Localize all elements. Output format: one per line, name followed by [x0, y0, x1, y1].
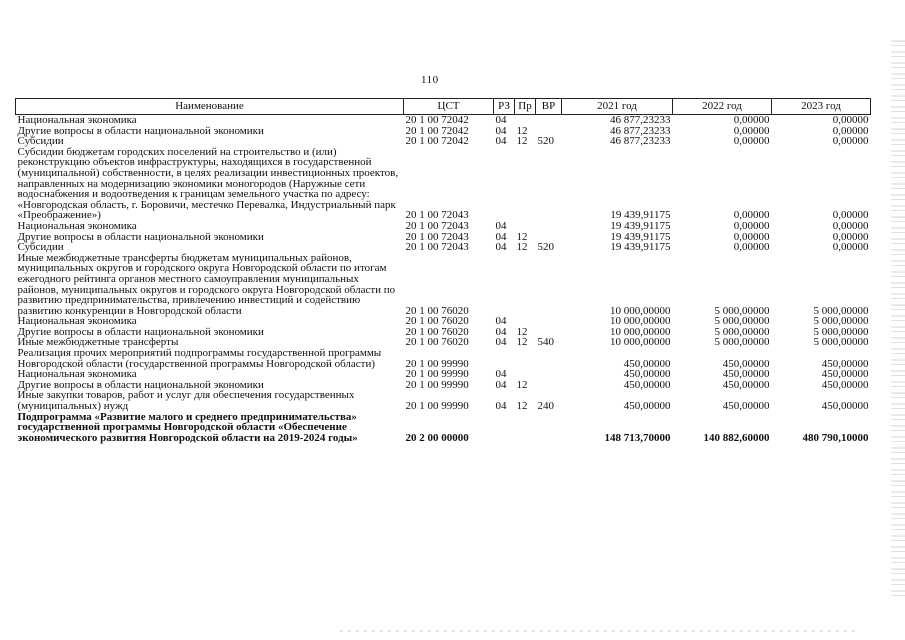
cell-rz: 04 — [495, 241, 507, 254]
cell-name: Другие вопросы в области национальной экономики — [17, 325, 264, 338]
cell-2023: 5 000,00000 — [813, 325, 869, 338]
cell-rz: 04 — [495, 336, 507, 349]
cell-2023: 0,00000 — [832, 124, 869, 137]
cell-2021: 46 877,23233 — [610, 114, 671, 126]
cell-name: Субсидии бюджетам городских поселений на строительство и (или) реконструкцию объектов инфраструктуры, находящихся в государственной (муниципальной) собственности, в целях реализации инвестиционных проектов, направленных на модернизацию экономики моногородов (Наружные сети водоснабжения и водоотведения к границам земельного участка по адресу: «Новгородская область, г. Боровичи, местечко Перевалка, Индустриальный парк «Преображение») — [17, 145, 399, 222]
cell-vr — [536, 115, 562, 126]
cell-2022: 0,00000 — [733, 209, 770, 222]
cell-2022: 5 000,00000 — [714, 315, 770, 328]
cell-rz: 04 — [495, 315, 507, 328]
cell-2021: 19 439,91175 — [610, 241, 671, 254]
cell-pr — [515, 412, 536, 444]
cell-vr — [536, 221, 562, 232]
cell-2023: 0,00000 — [832, 135, 869, 148]
cell-rz: 04 — [495, 400, 507, 413]
cell-vr — [536, 348, 562, 369]
cell-2023: 0,00000 — [832, 114, 869, 126]
cell-name: Другие вопросы в области национальной экономики — [17, 230, 264, 243]
cell-rz — [494, 253, 515, 317]
header-vr: ВР — [536, 99, 562, 115]
cell-2021: 450,00000 — [623, 368, 671, 381]
cell-2021: 19 439,91175 — [610, 230, 671, 243]
cell-cst: 20 1 00 99990 — [405, 357, 469, 370]
table-row — [16, 147, 871, 221]
cell-name: Национальная экономика — [17, 114, 137, 126]
cell-vr: 540 — [537, 336, 554, 349]
cell-2022: 0,00000 — [733, 230, 770, 243]
cell-rz: 04 — [495, 368, 507, 381]
header-cst: ЦСТ — [404, 99, 494, 115]
cell-cst: 20 1 00 99990 — [405, 368, 469, 381]
header-2023: 2023 год — [772, 99, 871, 115]
cell-cst: 20 1 00 76020 — [405, 304, 469, 317]
cell-2022: 5 000,00000 — [714, 336, 770, 349]
cell-rz: 04 — [495, 378, 507, 391]
cell-vr — [536, 380, 562, 391]
budget-table — [15, 98, 871, 443]
cell-2023: 450,00000 — [821, 400, 869, 413]
cell-cst: 20 2 00 00000 — [405, 431, 469, 444]
cell-cst: 20 1 00 72043 — [405, 219, 469, 232]
cell-name: Национальная экономика — [17, 315, 137, 328]
cell-2022: 0,00000 — [733, 124, 770, 137]
cell-vr: 240 — [537, 400, 554, 413]
cell-cst: 20 1 00 72042 — [405, 114, 469, 126]
cell-cst: 20 1 00 72043 — [405, 241, 469, 254]
cell-2021: 19 439,91175 — [610, 209, 671, 222]
cell-vr — [536, 369, 562, 380]
scan-bottom-noise — [340, 630, 860, 632]
cell-2021: 10 000,00000 — [610, 315, 671, 328]
cell-2021: 450,00000 — [623, 400, 671, 413]
cell-2023: 5 000,00000 — [813, 304, 869, 317]
cell-pr: 12 — [516, 400, 528, 413]
cell-cst: 20 1 00 72042 — [405, 124, 469, 137]
cell-pr: 12 — [516, 230, 528, 243]
table-row — [16, 412, 871, 444]
table-row — [16, 390, 871, 411]
cell-name: Другие вопросы в области национальной экономики — [17, 124, 264, 137]
cell-2021: 450,00000 — [623, 378, 671, 391]
cell-2021: 10 000,00000 — [610, 336, 671, 349]
cell-rz: 04 — [495, 219, 507, 232]
cell-2021: 10 000,00000 — [610, 304, 671, 317]
table-header-row — [16, 99, 871, 115]
table-row — [16, 253, 871, 317]
table-body — [16, 115, 871, 444]
cell-name: Подпрограмма «Развитие малого и среднего предпринимательства» государственной программы Новгородской области «Обеспечение экономического развития Новгородской области на 2019-2024 годы» — [17, 410, 358, 444]
cell-cst: 20 1 00 72043 — [405, 230, 469, 243]
cell-rz — [494, 147, 515, 221]
header-2022: 2022 год — [673, 99, 772, 115]
cell-name: Иные закупки товаров, работ и услуг для обеспечения государственных (муниципальных) нужд — [17, 389, 355, 413]
cell-vr — [536, 316, 562, 327]
cell-2023: 5 000,00000 — [813, 336, 869, 349]
cell-name: Национальная экономика — [17, 368, 137, 381]
cell-2023: 0,00000 — [832, 219, 869, 232]
cell-rz: 04 — [495, 230, 507, 243]
cell-vr — [536, 147, 562, 221]
cell-2021: 148 713,70000 — [604, 431, 671, 444]
cell-cst: 20 1 00 99990 — [405, 400, 469, 413]
cell-2023: 0,00000 — [832, 230, 869, 243]
cell-vr — [536, 253, 562, 317]
header-2021: 2021 год — [562, 99, 673, 115]
cell-name: Иные межбюджетные трансферты бюджетам муниципальных районов, муниципальных округов и городского округа Новгородской области по итогам ежегодного рейтинга органов местного самоуправления муниципальных районов, муниципальных округов и городского округа Новгородской области по развитию предпринимательства, привлечению инвестиций и содействию развитию конкуренции в Новгородской области — [17, 251, 396, 317]
page-number: 110 — [421, 74, 439, 86]
cell-vr: 520 — [537, 135, 554, 148]
cell-pr: 12 — [516, 241, 528, 254]
cell-name: Реализация прочих мероприятий подпрограммы государственной программы Новгородской области (государственной программы Новгородской области) — [17, 347, 382, 370]
cell-pr: 12 — [516, 124, 528, 137]
cell-2023: 0,00000 — [832, 241, 869, 254]
table-row — [16, 115, 871, 126]
cell-cst: 20 1 00 76020 — [405, 315, 469, 328]
cell-cst: 20 1 00 72043 — [405, 209, 469, 222]
cell-pr — [515, 115, 536, 126]
scan-edge-noise — [891, 40, 905, 600]
cell-name: Национальная экономика — [17, 219, 137, 232]
cell-pr: 12 — [516, 336, 528, 349]
cell-vr — [536, 412, 562, 444]
cell-rz: 04 — [495, 114, 507, 126]
cell-2022: 0,00000 — [733, 219, 770, 232]
header-pr: Пр — [515, 99, 536, 115]
cell-2022: 450,00000 — [722, 400, 770, 413]
cell-name: Субсидии — [17, 135, 64, 148]
table-row — [16, 221, 871, 232]
cell-2022: 0,00000 — [733, 241, 770, 254]
cell-cst: 20 1 00 72042 — [405, 135, 469, 148]
cell-2022: 140 882,60000 — [703, 431, 770, 444]
cell-2023: 5 000,00000 — [813, 315, 869, 328]
cell-pr: 12 — [516, 135, 528, 148]
cell-2023: 450,00000 — [821, 378, 869, 391]
cell-pr — [515, 147, 536, 221]
cell-name: Другие вопросы в области национальной экономики — [17, 378, 264, 391]
cell-2022: 0,00000 — [733, 114, 770, 126]
cell-2022: 450,00000 — [722, 368, 770, 381]
cell-rz: 04 — [495, 124, 507, 137]
cell-pr — [515, 221, 536, 232]
cell-rz — [494, 412, 515, 444]
cell-2021: 10 000,00000 — [610, 325, 671, 338]
cell-cst: 20 1 00 99990 — [405, 378, 469, 391]
header-name: Наименование — [16, 99, 404, 115]
cell-2021: 46 877,23233 — [610, 124, 671, 137]
cell-2023: 450,00000 — [821, 368, 869, 381]
cell-name: Субсидии — [17, 241, 64, 254]
cell-pr: 12 — [516, 325, 528, 338]
cell-rz: 04 — [495, 325, 507, 338]
cell-2023: 450,00000 — [821, 357, 869, 370]
cell-pr: 12 — [516, 378, 528, 391]
cell-2022: 0,00000 — [733, 135, 770, 148]
cell-vr: 520 — [537, 241, 554, 254]
cell-name: Иные межбюджетные трансферты — [17, 336, 179, 349]
cell-cst: 20 1 00 76020 — [405, 336, 469, 349]
cell-2021: 19 439,91175 — [610, 219, 671, 232]
cell-2023: 480 790,10000 — [802, 431, 869, 444]
cell-2021: 450,00000 — [623, 357, 671, 370]
cell-pr — [515, 348, 536, 369]
cell-rz — [494, 348, 515, 369]
cell-pr — [515, 253, 536, 317]
cell-2023: 0,00000 — [832, 209, 869, 222]
cell-2022: 5 000,00000 — [714, 325, 770, 338]
cell-rz: 04 — [495, 135, 507, 148]
header-rz: РЗ — [494, 99, 515, 115]
cell-cst: 20 1 00 76020 — [405, 325, 469, 338]
cell-2022: 450,00000 — [722, 378, 770, 391]
cell-2022: 450,00000 — [722, 357, 770, 370]
cell-2022: 5 000,00000 — [714, 304, 770, 317]
table-row — [16, 348, 871, 369]
cell-2021: 46 877,23233 — [610, 135, 671, 148]
